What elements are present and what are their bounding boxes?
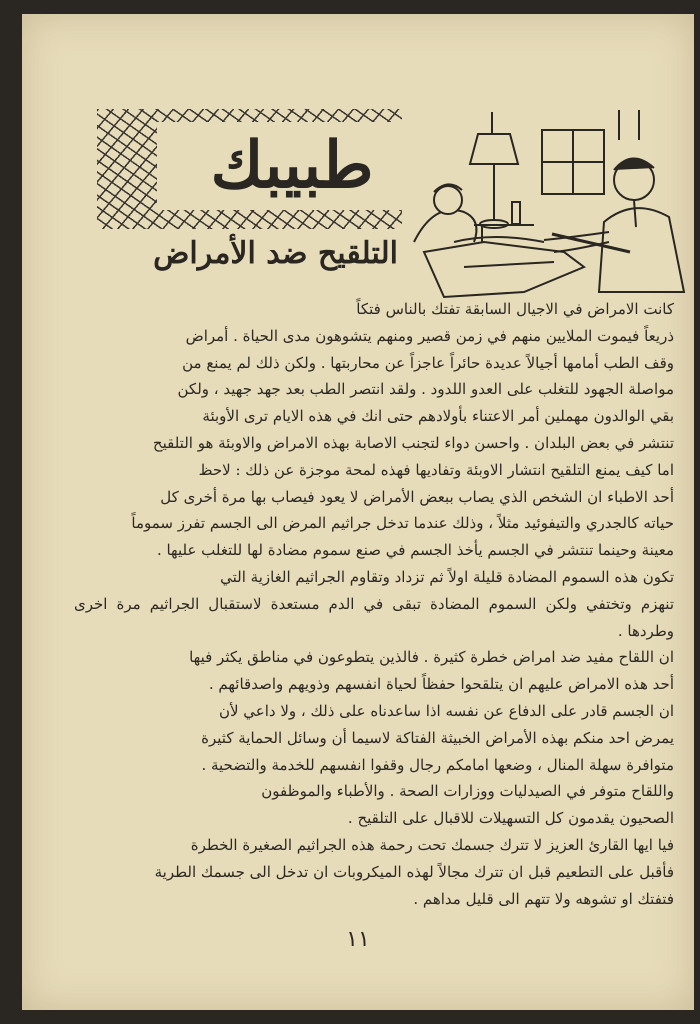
body-line: معينة وحينما تنتشر في الجسم يأخذ الجسم في صنع سموم مضادة لها للتغلب عليها . — [156, 541, 674, 560]
body-line: متوافرة سهلة المنال ، وضعها امامكم رجال وقفوا انفسهم للخدمة والتضحية . — [201, 755, 674, 774]
body-line: ان اللقاح مفيد ضد امراض خطرة كثيرة . فالذين يتطوعون في مناطق يكثر فيها — [189, 648, 674, 667]
body-line: أحد الاطباء ان الشخص الذي يصاب ببعض الأمراض لا يعود فيصاب بها مرة أخرى كل — [160, 487, 674, 506]
body-line: ان الجسم قادر على الدفاع عن نفسه اذا ساعدناه على ذلك ، ولا داعي لأن — [218, 701, 674, 720]
body-line: مواصلة الجهود للتغلب على العدو اللدود . ولقد انتصر الطب بعد جهد جهيد ، ولكن — [177, 380, 674, 399]
body-line: واللقاح متوفر في الصيدليات ووزارات الصحة . والأطباء والموظفون — [261, 782, 674, 801]
body-line: يمرض احد منكم بهذه الأمراض الخبيثة الفتاكة لاسيما أن وسائل الحماية كثيرة — [201, 728, 674, 747]
body-line: اما كيف يمنع التلقيح انتشار الاوبئة وتفاديها فهذه لمحة موجزة عن ذلك : لاحظ — [198, 460, 674, 479]
article-header — [22, 14, 694, 304]
body-line: تنهزم وتختفي ولكن السموم المضادة تبقى في الدم مستعدة لاستقبال الجراثيم مرة اخرى وطردها . — [74, 594, 674, 640]
body-line: بقي الوالدون مهملين أمر الاعتناء بأولادهم حتى انك في هذه الايام ترى الأوبئة — [202, 407, 674, 426]
article-body — [74, 296, 674, 912]
masthead-title: طبيبك — [157, 122, 427, 210]
page-number: ١١ — [346, 927, 370, 952]
doctor-patient-illustration — [404, 92, 689, 302]
body-line: كانت الامراض في الاجيال السابقة تفتك بالناس فتكاً — [356, 300, 674, 318]
body-line: فتفتك او تشوهه ولا تتهم الى قليل مداهم . — [413, 889, 674, 908]
body-line: حياته كالجدري والتيفوئيد مثلاً ، وذلك عندما تدخل جراثيم المرض الى الجسم تفرز سموماً — [131, 514, 674, 533]
body-line: فأقبل على التطعيم قبل ان تترك مجالاً لهذه الميكروبات ان تدخل الى جسمك الطرية — [154, 862, 674, 881]
document-page — [22, 14, 694, 1010]
body-line: ذريعاً فيموت الملايين منهم في زمن قصير ومنهم يتشوهون مدى الحياة . أمراض — [185, 326, 674, 345]
body-line: أحد هذه الامراض عليهم ان يتلقحوا حفظاً لحياة انفسهم وذويهم واصدقائهم . — [208, 675, 674, 694]
body-line: تكون هذه السموم المضادة قليلة اولاً ثم تزداد وتقاوم الجراثيم الغازية التي — [220, 567, 674, 586]
body-line: الصحيون يقدمون كل التسهيلات للاقبال على التلقيح . — [347, 809, 674, 828]
body-line: تنتشر في بعض البلدان . واحسن دواء لتجنب الاصابة بهذه الامراض والاوبئة هو التلقيح — [152, 433, 674, 452]
article-title: التلقيح ضد الأمراض — [153, 236, 398, 271]
body-line: وقف الطب أمامها أجيالاً عديدة حائراً عاجزاً عن محاربتها . ولكن ذلك لم يمنع من — [182, 353, 674, 372]
body-line: فيا ايها القارئ العزيز لا تترك جسمك تحت رحمة هذه الجراثيم الصغيرة الخطرة — [190, 835, 674, 854]
